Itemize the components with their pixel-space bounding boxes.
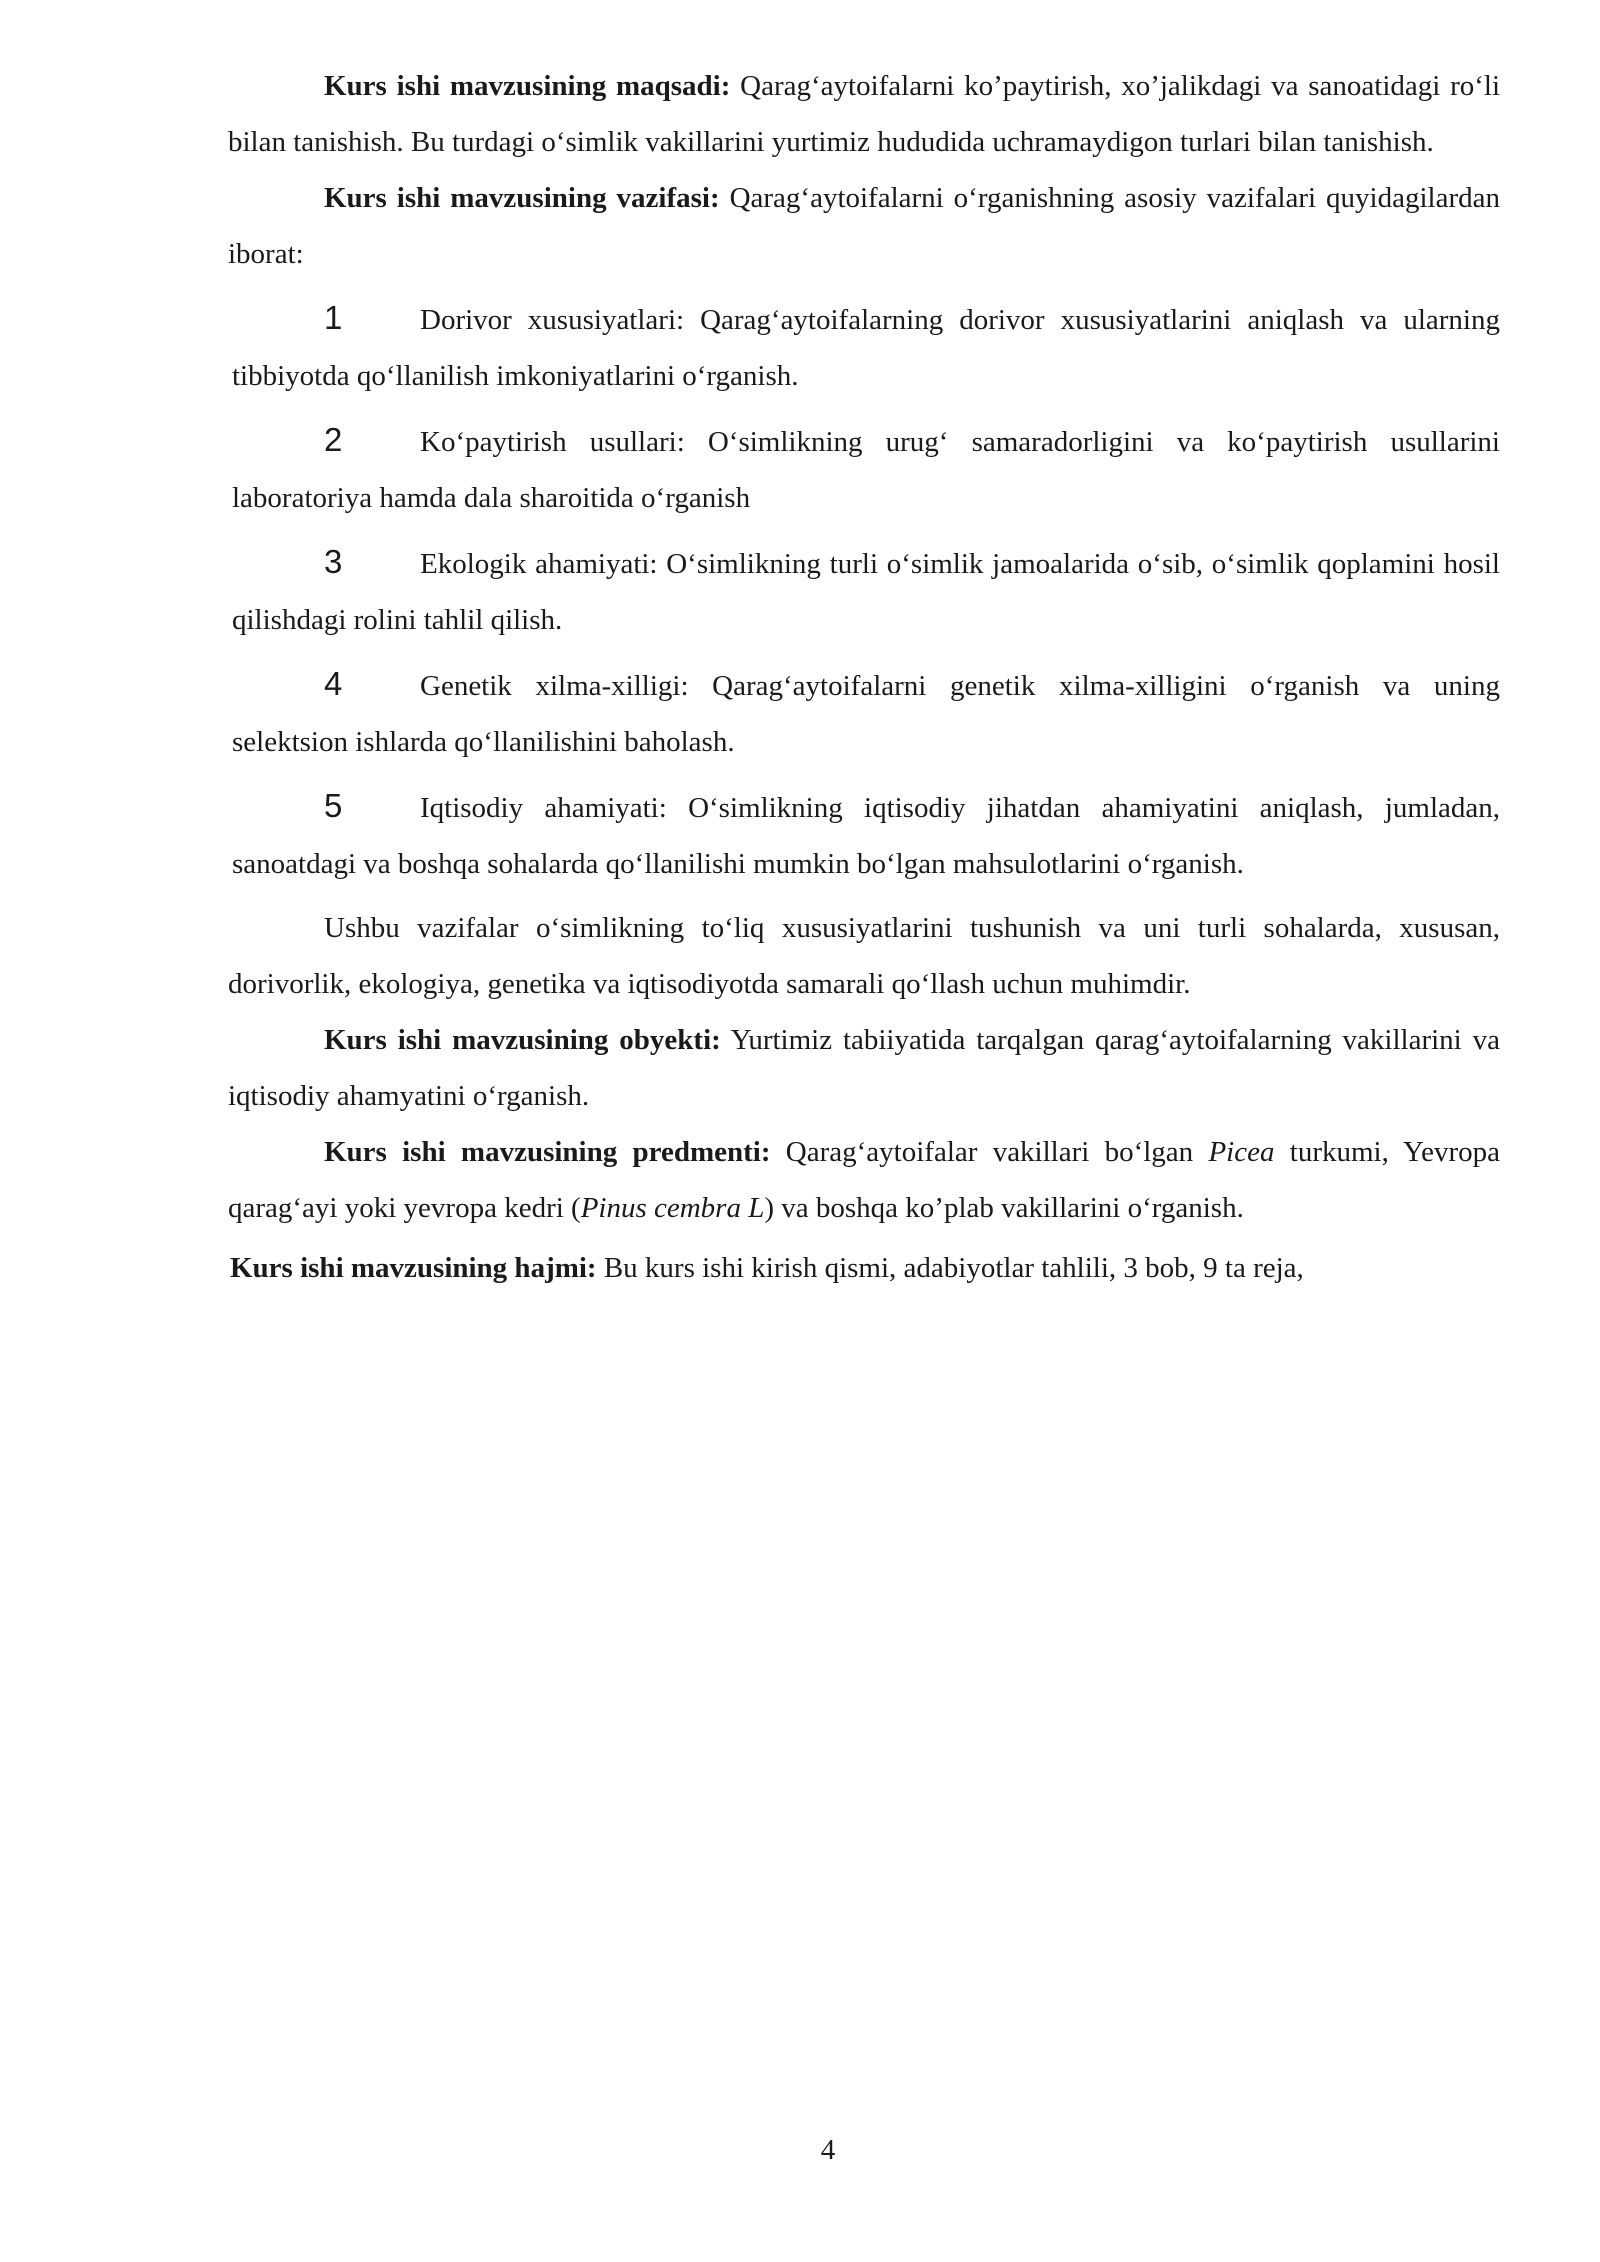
list-item-text: Genetik xilma-xilligi: Qarag‘aytoifalarni genetik xilma-xilligini o‘rganish va uning selektsion ishlarda qo‘llanilishini baholash. [232, 670, 1500, 758]
list-item-number: 2 [324, 421, 343, 458]
list-item [232, 778, 1500, 892]
subject-species-italic: Pinus cembra L [580, 1192, 765, 1224]
object-paragraph [228, 1012, 1500, 1124]
subject-text-after: ) va boshqa ko’plab vakillarini o‘rganish. [764, 1192, 1244, 1224]
list-item-number: 4 [324, 665, 343, 702]
subject-label: Kurs ishi mavzusining predmenti: [324, 1136, 771, 1168]
list-item [232, 656, 1500, 770]
list-item-text: Dorivor xususiyatlari: Qarag‘aytoifalarning dorivor xususiyatlarini aniqlash va ularning tibbiyotda qo‘llanilish imkoniyatlarini o‘rganish. [232, 304, 1500, 392]
object-text: Yurtimiz tabiiyatida tarqalgan qarag‘aytoifalarning vakillarini va iqtisodiy ahamyatini o‘rganish. [228, 1024, 1500, 1112]
volume-label: Kurs ishi mavzusining hajmi: [230, 1252, 597, 1284]
volume-paragraph [230, 1240, 1500, 1296]
volume-text: Bu kurs ishi kirish qismi, adabiyotlar tahlili, 3 bob, 9 ta reja, [596, 1252, 1304, 1284]
page-content [228, 58, 1500, 1296]
list-item-text: Ekologik ahamiyati: O‘simlikning turli o‘simlik jamoalarida o‘sib, o‘simlik qoplamini hosil qilishdagi rolini tahlil qilish. [232, 548, 1500, 636]
list-item-number: 5 [324, 787, 343, 824]
task-paragraph [228, 170, 1500, 282]
subject-text-before: Qarag‘aytoifalar vakillari bo‘lgan [770, 1136, 1209, 1168]
subject-text-middle: turkumi, Yevropa qarag‘ayi yoki yevropa kedri ( [228, 1136, 1500, 1224]
task-text: Qarag‘aytoifalarni o‘rganishning asosiy vazifalari quyidagilardan iborat: [228, 182, 1500, 270]
summary-paragraph: Ushbu vazifalar o‘simlikning to‘liq xususiyatlarini tushunish va uni turli sohalarda, xususan, dorivorlik, ekologiya, genetika va iqtisodiyotda samarali qo‘llash uchun muhimdir. [228, 912, 1500, 1000]
list-item [232, 290, 1500, 404]
subject-genus-italic: Picea [1208, 1136, 1275, 1168]
task-list [228, 290, 1500, 892]
list-item-text: Ko‘paytirish usullari: O‘simlikning urug‘ samaradorligini va ko‘paytirish usullarini laboratoriya hamda dala sharoitida o‘rganish [232, 426, 1500, 514]
list-item [232, 412, 1500, 526]
list-item [232, 534, 1500, 648]
goal-text: Qarag‘aytoifalarni ko’paytirish, xo’jalikdagi va sanoatidagi ro‘li bilan tanishish. Bu turdagi o‘simlik vakillarini yurtimiz hududida uchramaydigon turlari bilan tanishish. [228, 70, 1500, 158]
object-label: Kurs ishi mavzusining obyekti: [324, 1024, 721, 1056]
subject-paragraph [228, 1124, 1500, 1236]
list-item-number: 1 [324, 299, 343, 336]
list-item-text: Iqtisodiy ahamiyati: O‘simlikning iqtisodiy jihatdan ahamiyatini aniqlash, jumladan, sanoatdagi va boshqa sohalarda qo‘llanilishi mumkin bo‘lgan mahsulotlarini o‘rganish. [232, 792, 1500, 880]
page-number: 4 [820, 2134, 836, 2166]
task-label: Kurs ishi mavzusining vazifasi: [324, 182, 720, 214]
goal-paragraph [228, 58, 1500, 170]
list-item-number: 3 [324, 543, 343, 580]
goal-label: Kurs ishi mavzusining maqsadi: [324, 70, 731, 102]
